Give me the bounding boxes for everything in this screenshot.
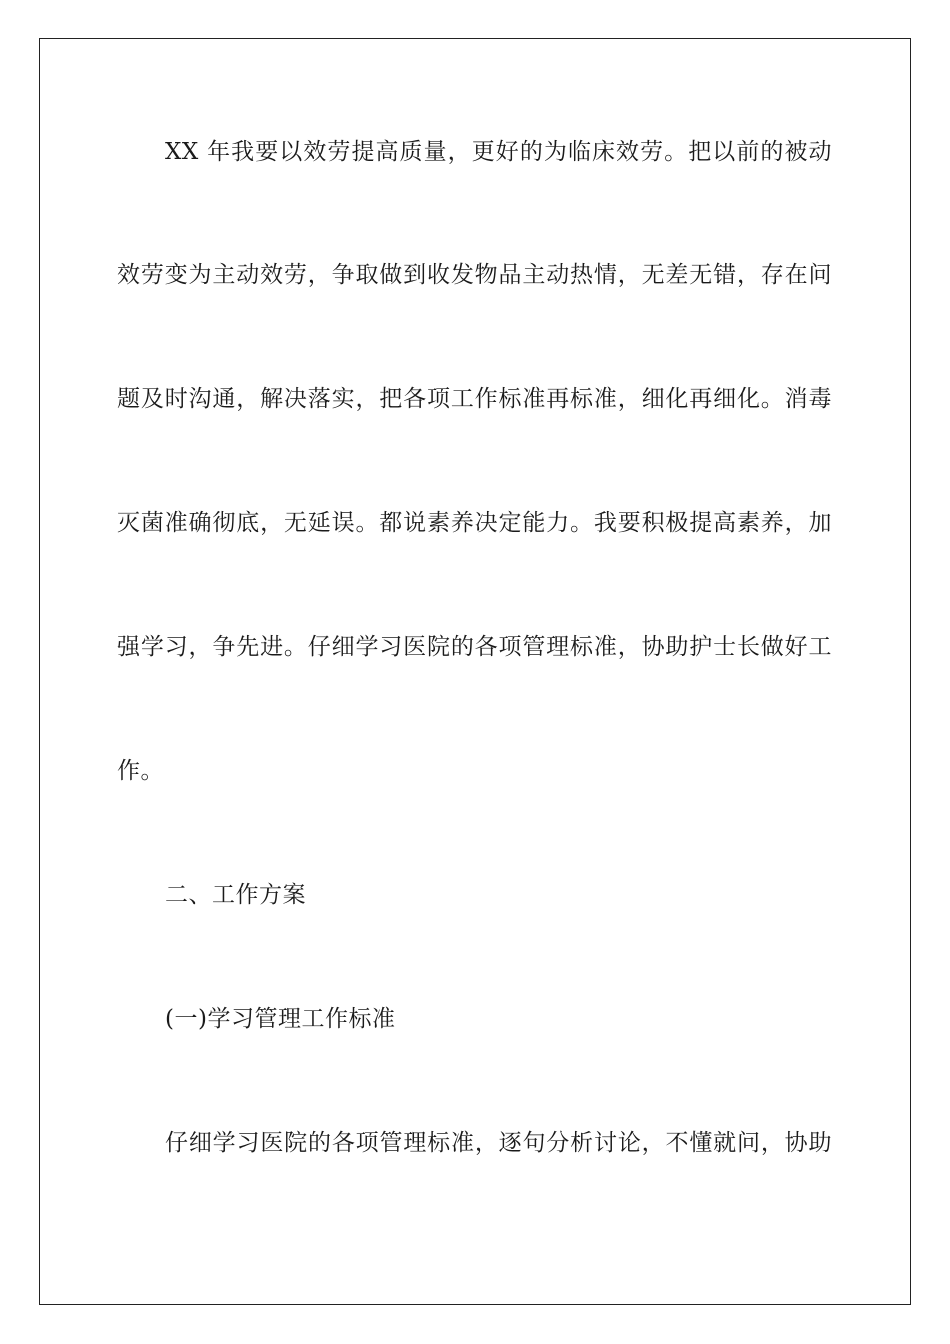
paragraph-1-line-6: 作。 <box>117 758 164 784</box>
paragraph-2-line-1: 仔细学习医院的各项管理标准，逐句分析讨论，不懂就问，协助 <box>165 1130 832 1156</box>
paragraph-1-line-3: 题及时沟通，解决落实，把各项工作标准再标准，细化再细化。消毒 <box>117 386 832 412</box>
section-heading: 二、工作方案 <box>165 882 306 908</box>
paragraph-1-line-5: 强学习，争先进。仔细学习医院的各项管理标准，协助护士长做好工 <box>117 634 832 660</box>
paragraph-1-line-4: 灭菌准确彻底，无延误。都说素养决定能力。我要积极提高素养，加 <box>117 510 832 536</box>
subsection-heading: (一)学习管理工作标准 <box>165 1006 396 1032</box>
paragraph-1-line-2: 效劳变为主动效劳，争取做到收发物品主动热情，无差无错，存在问 <box>117 262 832 288</box>
page-border <box>39 38 911 1305</box>
paragraph-1-line-1: XX 年我要以效劳提高质量，更好的为临床效劳。把以前的被动 <box>165 139 832 165</box>
